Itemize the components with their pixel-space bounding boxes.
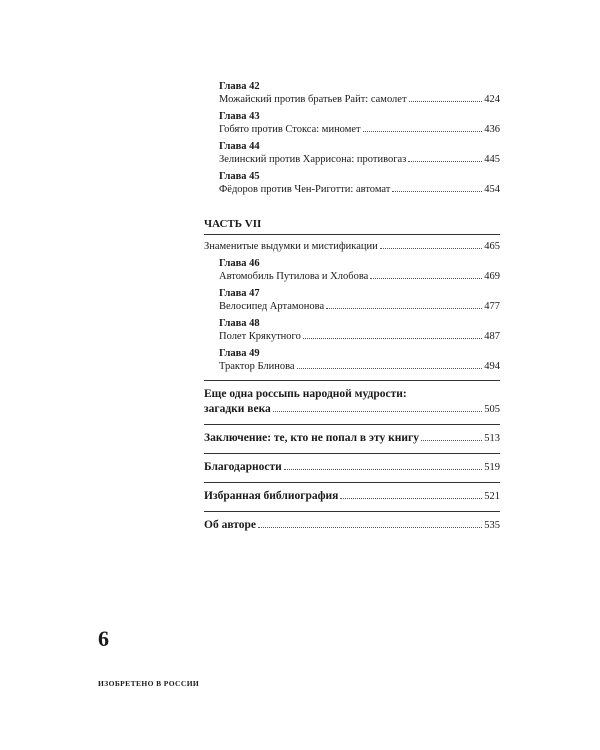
entry-title: Об авторе <box>204 519 256 531</box>
dot-leader <box>370 278 482 279</box>
toc-chapter-48 <box>204 317 500 343</box>
part-title: ЧАСТЬ VII <box>204 218 500 235</box>
entry-page: 487 <box>484 331 500 342</box>
chapter-label: Глава 49 <box>219 348 260 359</box>
chapter-label: Глава 48 <box>219 318 260 329</box>
toc-entry <box>204 431 500 446</box>
entry-page: 445 <box>484 154 500 165</box>
toc-entry <box>219 330 500 343</box>
entry-title: Заключение: те, кто не попал в эту книгу <box>204 432 419 444</box>
chapter-label: Глава 43 <box>219 111 260 122</box>
chapter-label: Глава 47 <box>219 288 260 299</box>
entry-title: Можайский против братьев Райт: самолет <box>219 94 407 105</box>
entry-title: Трактор Блинова <box>219 361 295 372</box>
toc-entry <box>204 402 500 417</box>
toc-chapter-42 <box>204 80 500 106</box>
toc-entry <box>204 518 500 533</box>
dot-leader <box>326 308 482 309</box>
toc-chapter-44 <box>204 140 500 166</box>
dot-leader <box>273 411 482 412</box>
toc-section-author <box>204 511 500 533</box>
entry-title: Полет Крякутного <box>219 331 301 342</box>
section-title-line1: Еще одна россыпь народной мудрости: <box>204 388 407 400</box>
toc-section-conclusion <box>204 424 500 446</box>
toc-chapter-49 <box>204 347 500 373</box>
entry-page: 469 <box>484 271 500 282</box>
entry-title: Велосипед Артамонова <box>219 301 325 312</box>
toc-entry <box>219 123 500 136</box>
dot-leader <box>284 469 483 470</box>
entry-page: 521 <box>484 491 500 502</box>
chapter-label: Глава 42 <box>219 81 260 92</box>
dot-leader <box>421 440 482 441</box>
entry-page: 424 <box>484 94 500 105</box>
toc-entry <box>219 300 500 313</box>
dot-leader <box>409 101 483 102</box>
entry-title: Знаменитые выдумки и мистификации <box>204 241 378 252</box>
toc-entry <box>219 93 500 106</box>
toc-entry <box>204 460 500 475</box>
chapter-label: Глава 45 <box>219 171 260 182</box>
toc-chapter-43 <box>204 110 500 136</box>
toc-section-thanks <box>204 453 500 475</box>
entry-page: 513 <box>484 433 500 444</box>
entry-page: 465 <box>484 241 500 252</box>
entry-page: 436 <box>484 124 500 135</box>
toc-chapter-46 <box>204 257 500 283</box>
toc-chapter-45 <box>204 170 500 196</box>
entry-title: Фёдоров против Чен-Риготти: автомат <box>219 184 391 195</box>
entry-title: Автомобиль Путилова и Хлобова <box>219 271 369 282</box>
dot-leader <box>363 131 483 132</box>
dot-leader <box>392 191 482 192</box>
page-number: 6 <box>98 626 109 651</box>
toc-chapter-47 <box>204 287 500 313</box>
dot-leader <box>303 338 482 339</box>
entry-title: Зелинский против Харрисона: противогаз <box>219 154 407 165</box>
entry-title: Избранная библиография <box>204 490 339 502</box>
toc-section-bibliography <box>204 482 500 504</box>
entry-title: Гобято против Стокса: миномет <box>219 124 361 135</box>
entry-title: Благодарности <box>204 461 282 473</box>
dot-leader <box>408 161 482 162</box>
running-head: ИЗОБРЕТЕНО В РОССИИ <box>98 679 200 688</box>
chapter-label: Глава 46 <box>219 258 260 269</box>
entry-page: 505 <box>484 404 500 415</box>
toc-entry <box>219 270 500 283</box>
entry-page: 454 <box>484 184 500 195</box>
entry-page: 519 <box>484 462 500 473</box>
toc-entry <box>219 183 500 196</box>
dot-leader <box>297 368 483 369</box>
entry-page: 494 <box>484 361 500 372</box>
dot-leader <box>258 527 482 528</box>
entry-page: 535 <box>484 520 500 531</box>
chapter-label: Глава 44 <box>219 141 260 152</box>
entry-title: загадки века <box>204 403 271 415</box>
toc-entry-part-intro <box>204 240 500 253</box>
toc-entry <box>204 489 500 504</box>
dot-leader <box>340 498 482 499</box>
toc-entry <box>219 153 500 166</box>
dot-leader <box>380 248 483 249</box>
table-of-contents <box>204 80 500 533</box>
toc-entry <box>219 360 500 373</box>
entry-page: 477 <box>484 301 500 312</box>
toc-section-riddles <box>204 380 500 417</box>
